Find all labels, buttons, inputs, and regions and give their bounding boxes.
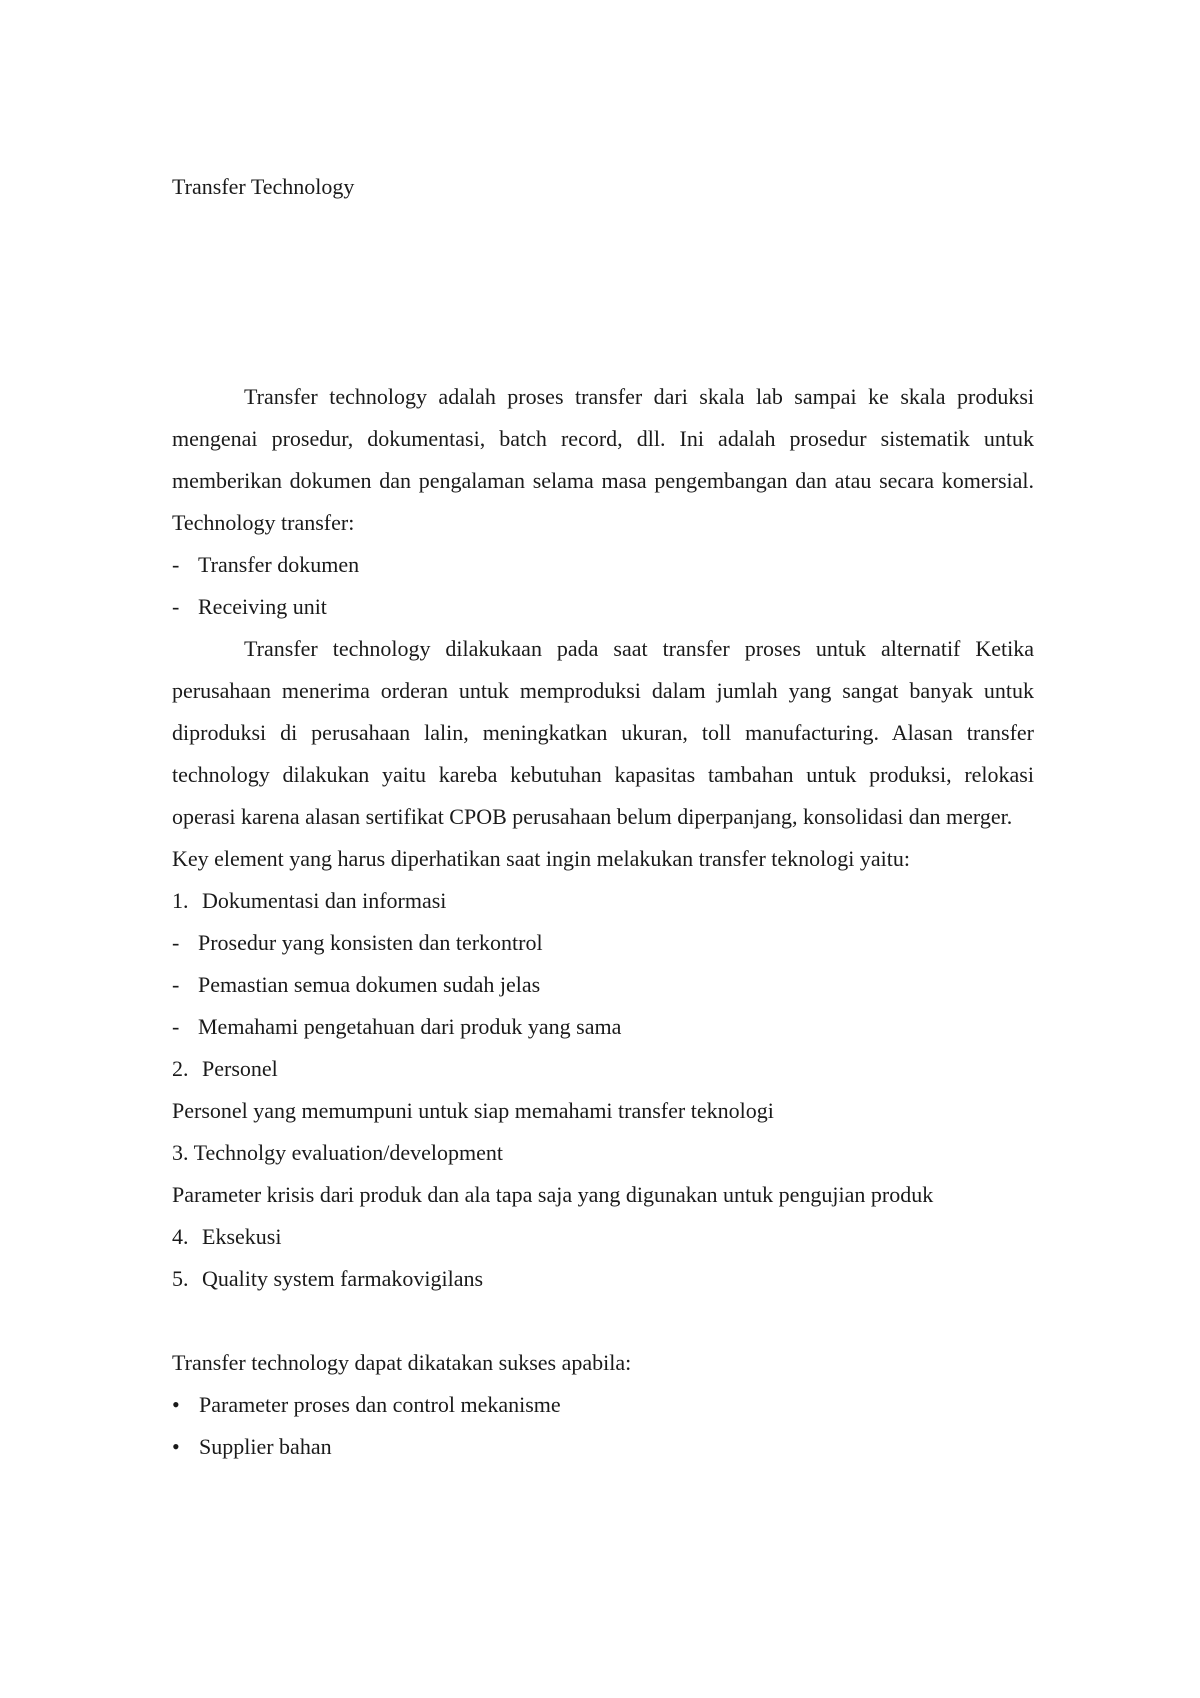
list-item-text: Transfer dokumen: [198, 552, 360, 577]
document-title: Transfer Technology: [172, 174, 355, 199]
numbered-item: [172, 1216, 1034, 1258]
list-item-text: Prosedur yang konsisten dan terkontrol: [198, 930, 543, 955]
list-item: [172, 544, 1034, 586]
bullet-marker: •: [172, 1434, 180, 1459]
dash-marker: -: [172, 594, 180, 619]
numbered-item-text: Eksekusi: [202, 1224, 282, 1249]
key-3-heading: 3. Technolgy evaluation/development: [172, 1140, 504, 1165]
number-marker: 4.: [172, 1224, 189, 1249]
key-3-note: Parameter krisis dari produk dan ala tapa saja yang digunakan untuk pengujian produk: [172, 1182, 934, 1207]
numbered-item-text: Quality system farmakovigilans: [202, 1266, 484, 1291]
number-marker: 5.: [172, 1266, 189, 1291]
second-paragraph: Transfer technology dilakukaan pada saat transfer proses untuk alternatif Ketika perusahaan menerima orderan untuk memproduksi dalam jumlah yang sangat banyak untuk diproduksi di perusahaan lalin, meningkatkan ukuran, toll manufacturing. Alasan transfer technology dilakukan yaitu kareba kebutuhan kapasitas tambahan untuk produksi, relokasi operasi karena alasan sertifikat CPOB perusahaan belum diperpanjang, konsolidasi dan merger.: [172, 636, 1034, 829]
dash-marker: -: [172, 972, 180, 997]
number-marker: 1.: [172, 888, 189, 913]
document-body: [172, 376, 1034, 1468]
numbered-item: [172, 1048, 1034, 1090]
dash-marker: -: [172, 552, 180, 577]
blank-line: [172, 1300, 1034, 1342]
numbered-item: [172, 880, 1034, 922]
bullet-item: [172, 1426, 1034, 1468]
bullet-marker: •: [172, 1392, 180, 1417]
key-2-note: Personel yang memumpuni untuk siap memahami transfer teknologi: [172, 1098, 774, 1123]
list-item: [172, 1006, 1034, 1048]
numbered-item: [172, 1258, 1034, 1300]
list-item-text: Pemastian semua dokumen sudah jelas: [198, 972, 541, 997]
list-item-text: Memahami pengetahuan dari produk yang sama: [198, 1014, 622, 1039]
numbered-item-text: Dokumentasi dan informasi: [202, 888, 447, 913]
bullet-item-text: Supplier bahan: [199, 1434, 332, 1459]
dash-marker: -: [172, 930, 180, 955]
list-item: [172, 922, 1034, 964]
bullet-item-text: Parameter proses dan control mekanisme: [199, 1392, 561, 1417]
bullet-item: [172, 1384, 1034, 1426]
success-intro: Transfer technology dapat dikatakan sukses apabila:: [172, 1350, 632, 1375]
intro-paragraph: Transfer technology adalah proses transfer dari skala lab sampai ke skala produksi mengenai prosedur, dokumentasi, batch record, dll. Ini adalah prosedur sistematik untuk memberikan dokumen dan pengalaman selama masa pengembangan dan atau secara komersial. Technology transfer:: [172, 384, 1034, 535]
list-item-text: Receiving unit: [198, 594, 327, 619]
number-marker: 2.: [172, 1056, 189, 1081]
numbered-item-text: Personel: [202, 1056, 278, 1081]
key-element-intro: Key element yang harus diperhatikan saat ingin melakukan transfer teknologi yaitu:: [172, 846, 910, 871]
list-item: [172, 964, 1034, 1006]
list-item: [172, 586, 1034, 628]
dash-marker: -: [172, 1014, 180, 1039]
